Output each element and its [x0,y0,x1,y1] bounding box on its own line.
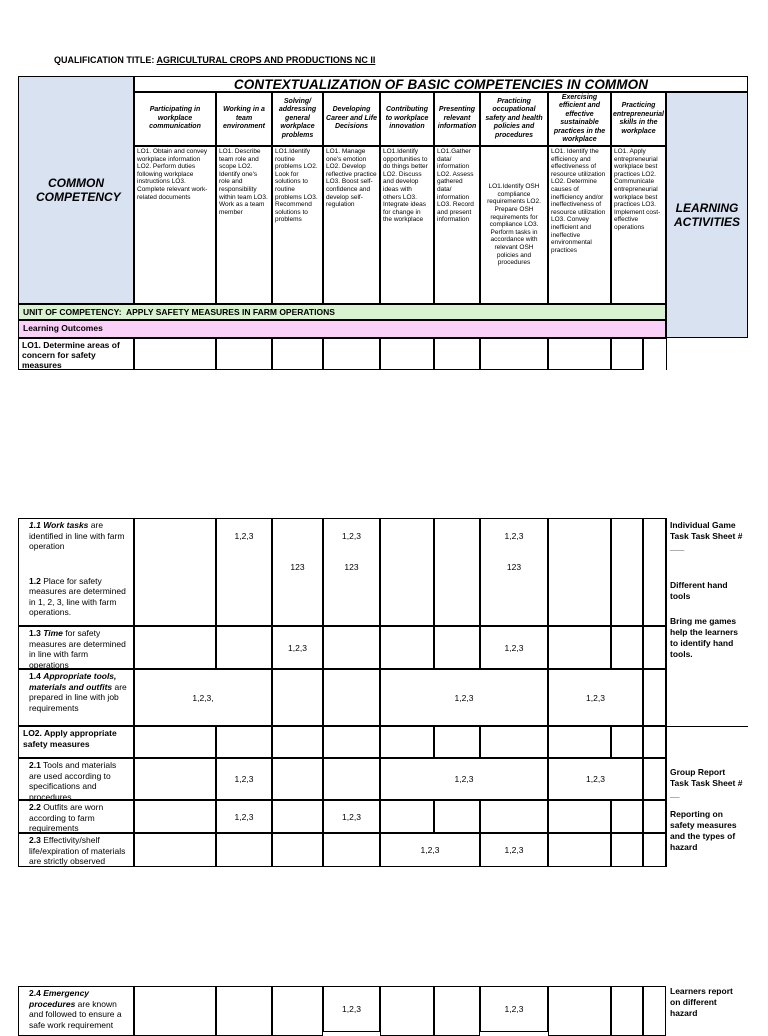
activity-text: Bring me games help the learners to identify hand tools. [670,616,739,659]
activity-text: Group Report Task Task Sheet # __ [670,767,743,799]
grid-cell [434,726,480,758]
competency-header: Presenting relevant information [434,92,480,146]
grid-cell [272,669,323,726]
empty-cell [272,338,323,370]
qualification-title [54,55,375,65]
grid-cell [272,758,323,800]
cell-value: 1,2,3 [216,800,272,833]
unit-of-competency-value: APPLY SAFETY MEASURES IN FARM OPERATIONS [125,307,335,317]
grid-cell [323,833,380,867]
grid-cell [643,626,666,669]
cell-value: 1,2,3 [380,833,480,867]
cell-value: 1,2,3 [216,758,272,800]
banner-text: CONTEXTUALIZATION OF BASIC COMPETENCIES IN COMMON [233,76,649,92]
grid-cell [380,626,434,669]
cell-value: 1,2,3 [323,986,380,1032]
grid-cell [134,986,216,1036]
cell-value: 1,2,3 [548,669,643,726]
grid-cell [134,758,216,800]
row-label: 1.1 Work tasks are identified in line with farm operation 1.2 Place for safety measures are determined in 1, 2, 3, line with farm operations. [18,518,134,626]
cell-value: 1,2,3 [272,626,323,669]
empty-cell [434,338,480,370]
grid-cell [323,726,380,758]
competency-header: Contributing to workplace innovation [380,92,434,146]
learning-activities-cell [666,92,748,338]
grid-cell [611,726,643,758]
grid-cell [272,986,323,1036]
grid-cell [134,626,216,669]
competency-outcomes: LO1. Apply entrepreneurial workplace best practices LO2. Communicate entrepreneurial workplace best practices LO3. Implement cost-effective operations [611,146,666,304]
grid-cell [272,800,323,833]
grid-cell [480,726,548,758]
grid-cell [611,986,643,1036]
competency-outcomes: LO1.Identify routine problems LO2. Look for solutions to routine problems LO3. Recommend solutions to problems [272,146,323,304]
grid-cell [434,986,480,1036]
grid-cell [134,800,216,833]
grid-cell [323,626,380,669]
empty-cell [548,338,611,370]
grid-cell [548,626,611,669]
cell-value: 1,2,3 [480,833,548,867]
grid-cell [548,518,611,626]
cell-value: 1,2,3 [323,800,380,833]
cell-value: 123 [290,562,305,572]
competency-table [18,76,748,370]
grid-cell [643,518,666,626]
grid-cell [216,833,272,867]
competency-outcomes: LO1.Gather data/ information LO2. Assess gathered data/ information LO3. Record and present information [434,146,480,304]
cell-value: 1,2,3 [380,758,548,800]
grid-cell [480,800,548,833]
grid-cell [611,626,643,669]
cell-value: 1,2,3 [504,531,524,541]
competency-header: Working in a team environment [216,92,272,146]
competency-header: Practicing occupational safety and health policies and procedures [480,92,548,146]
grid-cell [272,726,323,758]
row-label: 2.1 Tools and materials are used according to specifications and procedures [18,758,134,800]
cell-value: 1,2,3 [342,531,361,541]
grid-cell [434,626,480,669]
row-label: 2.2 Outfits are worn according to farm requirements [18,800,134,833]
competency-outcomes: LO1. Manage one's emotion LO2. Develop reflective practice LO3. Boost self-confidence and develop self-regulation [323,146,380,304]
row-label: 2.4 Emergency procedures are known and followed to ensure a safe work requirement [18,986,134,1036]
cell-value: 123 [506,562,522,572]
competency-outcomes: LO1.Identify opportunities to do things better LO2. Discuss and develop ideas with others LO3. Integrate ideas for change in the workplace [380,146,434,304]
activity-text: Individual Game Task Task Sheet # ___ [670,520,743,552]
grid-cell [272,833,323,867]
grid-cell [434,518,480,626]
unit-of-competency-row [18,304,666,320]
banner-title [134,76,748,92]
row-label: LO2. Apply appropriate safety measures [18,726,134,758]
cell-value: 123 [344,562,359,572]
grid-cell [548,986,611,1036]
row-label: 1.3 Time for safety measures are determined in line with farm operations [18,626,134,669]
competency-header: Practicing entrepreneurial skills in the workplace [611,92,666,146]
row-label: 1.4 Appropriate tools, materials and outfits are prepared in line with job requirements [18,669,134,726]
competency-header: Participating in workplace communication [134,92,216,146]
grid-cell [548,833,611,867]
grid-cell [216,726,272,758]
empty-cell [643,338,666,370]
activity-text: Different hand tools [670,580,728,601]
grid-cell [548,726,611,758]
grid-cell [323,758,380,800]
grid-cell [323,669,380,726]
cell-value: 1,2,3 [480,626,548,669]
learning-outcomes-row: Learning Outcomes [18,320,666,338]
activity-text: Reporting on safety measures and the types of hazard [670,809,737,852]
grid-cell [611,833,643,867]
grid-cell [134,833,216,867]
cell-value: 1,2,3 [480,986,548,1032]
grid-cell [643,833,666,867]
grid-cell [643,986,666,1036]
empty-cell [666,338,748,370]
learning-activities-label: LEARNING ACTIVITIES [673,201,740,229]
competency-header: Developing Career and Life Decisions [323,92,380,146]
grid-cell [643,800,666,833]
grid-cell [548,800,611,833]
cell-value: 1,2,3 [380,669,548,726]
competency-header: Exercising efficient and effective sustainable practices in the workplace [548,92,611,146]
grid-cell [216,986,272,1036]
row-label: 2.3 Effectivity/shelf life/expiration of materials are strictly observed [18,833,134,867]
grid-cell [134,518,216,626]
competency-outcomes: LO1. Describe team role and scope LO2. Identify one's role and responsibility within team LO3. Work as a team member [216,146,272,304]
empty-cell [380,338,434,370]
grid-cell [380,800,434,833]
assessment-table-continued [18,986,748,1030]
unit-of-competency-label: UNIT OF COMPETENCY: [23,307,122,317]
common-competency-cell [18,76,134,304]
lo1-row-label: LO1. Determine areas of concern for safety measures [18,338,134,370]
competency-outcomes: LO1.Identify OSH compliance requirements LO2. Prepare OSH requirements for compliance LO3. Perform tasks in accordance with relevant OSH policies and procedures [480,146,548,304]
empty-cell [323,338,380,370]
competency-header: Solving/ addressing general workplace problems [272,92,323,146]
empty-cell [134,338,216,370]
empty-cell [480,338,548,370]
assessment-table [18,518,748,867]
activities-divider [666,726,748,727]
grid-cell [134,726,216,758]
cell-value: 1,2,3 [548,758,643,800]
cell-value: 1,2,3, [134,669,272,726]
common-competency-label: COMMON COMPETENCY [36,176,121,204]
cell-value: 1,2,3 [234,531,254,541]
grid-cell [380,726,434,758]
grid-cell [434,800,480,833]
grid-cell [216,626,272,669]
activity-text: Learners report on different hazard [670,986,733,1018]
competency-outcomes: LO1. Identify the efficiency and effectiveness of resource utilization LO2. Determine causes of inefficiency and/or ineffectiveness of resource utilization LO3. Convey inefficient and ineffective environmental practices [548,146,611,304]
qualification-label: QUALIFICATION TITLE: [54,55,155,65]
grid-cell [643,726,666,758]
grid-cell [611,518,643,626]
grid-cell [380,986,434,1036]
qualification-value: AGRICULTURAL CROPS AND PRODUCTIONS NC II [156,55,376,65]
grid-cell [380,518,434,626]
empty-cell [611,338,643,370]
grid-cell [643,669,666,726]
empty-cell [216,338,272,370]
competency-outcomes: LO1. Obtain and convey workplace information LO2. Perform duties following workplace instructions LO3. Complete relevant work-related documents [134,146,216,304]
grid-cell [611,800,643,833]
grid-cell [643,758,666,800]
